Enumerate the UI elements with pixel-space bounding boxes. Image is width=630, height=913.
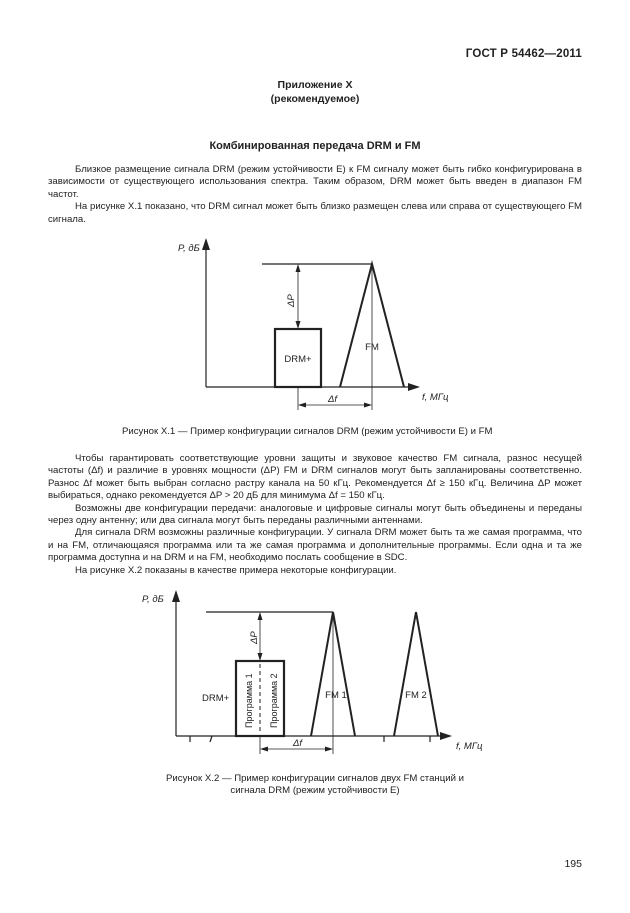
- delta-p-arrow-bottom: [258, 653, 263, 661]
- delta-f-arrow-right: [325, 747, 333, 752]
- x-axis-label: f, МГц: [422, 392, 449, 403]
- y-axis-arrow: [202, 238, 210, 250]
- section-heading: Комбинированная передача DRM и FM: [209, 140, 421, 152]
- paragraph: Для сигнала DRM возможны различные конфигурации. У сигнала DRM может быть та же самая программа, что и на FM, отличающаяся программа или та же самая программа и дополнительные программы. Если одна и та же программа доступна и на DRM и на FM, необходимо послать сообщение в SDC.: [48, 527, 582, 564]
- y-axis-arrow: [172, 590, 180, 602]
- paragraph: Чтобы гарантировать соответствующие уровни защиты и звуковое качество FM сигнала, разнос несущей частоты (Δf) и различие в уровнях мощности (ΔP) FM и DRM сигналов могут быть запланированы соответственно. Разнос Δf может быть выбран согласно растру канала на 50 кГц. Рекомендуется Δf ≥ 150 кГц. Величина ΔP может выбираться, однако рекомендуется ΔP > 20 дБ для минимума Δf = 150 кГц.: [48, 453, 582, 502]
- delta-f-arrow-left: [260, 747, 268, 752]
- paragraph: Близкое размещение сигнала DRM (режим устойчивости Е) к FM сигналу может быть гибко конфигурирована в зависимости от существующего использования спектра. Таким образом, DRM может быть введен в диапазон FM частот.: [48, 164, 582, 200]
- paragraph: На рисунке X.2 показаны в качестве примера некоторые конфигурации.: [75, 564, 397, 576]
- figure-2-diagram: [130, 586, 500, 762]
- body-text: [48, 453, 582, 577]
- figure-2-caption: [0, 773, 630, 798]
- x-axis-label: f, МГц: [456, 741, 483, 752]
- program-1-label: Программа 1: [244, 673, 254, 728]
- figure-2-caption-line2: сигнала DRM (режим устойчивости Е): [230, 785, 400, 797]
- intro-text: [48, 164, 582, 226]
- page-number: 195: [564, 858, 582, 870]
- delta-f-arrow-right: [364, 403, 372, 408]
- delta-f-label: Δf: [293, 738, 303, 749]
- drm-label: DRM+: [202, 693, 230, 704]
- delta-p-arrow-bottom: [296, 321, 301, 329]
- figure-2-caption-line1: Рисунок X.2 — Пример конфигурации сигналов двух FM станций и: [166, 773, 464, 784]
- figure-1-diagram: [150, 232, 470, 412]
- fm2-triangle: [394, 612, 438, 736]
- program-2-label: Программа 2: [269, 673, 279, 728]
- y-axis-label: P, дБ: [178, 243, 200, 254]
- fm-label: FM: [365, 342, 379, 353]
- appendix-subtitle: (рекомендуемое): [270, 93, 360, 105]
- fm1-label: FM 1: [325, 690, 347, 701]
- y-axis-label: P, дБ: [142, 594, 164, 605]
- x-axis-arrow: [440, 732, 452, 740]
- fm2-label: FM 2: [405, 690, 427, 701]
- tick: [210, 736, 212, 742]
- paragraph: На рисунке X.1 показано, что DRM сигнал может быть близко размещен слева или справа от существующего FM сигнала.: [48, 201, 582, 225]
- delta-p-arrow-top: [258, 612, 263, 620]
- standard-number: ГОСТ Р 54462—2011: [465, 48, 582, 60]
- delta-f-arrow-left: [298, 403, 306, 408]
- paragraph: Возможны две конфигурации передачи: аналоговые и цифровые сигналы могут быть объединены и переданы через одну антенну; или два сигнала могут быть переданы различными антеннами.: [48, 502, 582, 527]
- delta-p-label: ΔP: [249, 631, 260, 644]
- figure-1-caption: Рисунок X.1 — Пример конфигурации сигналов DRM (режим устойчивости Е) и FM: [122, 426, 493, 437]
- delta-p-label: ΔP: [286, 294, 297, 307]
- delta-f-label: Δf: [328, 394, 338, 405]
- x-axis-arrow: [408, 383, 420, 391]
- delta-p-arrow-top: [296, 264, 301, 272]
- appendix-title: Приложение X: [277, 79, 353, 91]
- drm-label: DRM+: [284, 354, 312, 365]
